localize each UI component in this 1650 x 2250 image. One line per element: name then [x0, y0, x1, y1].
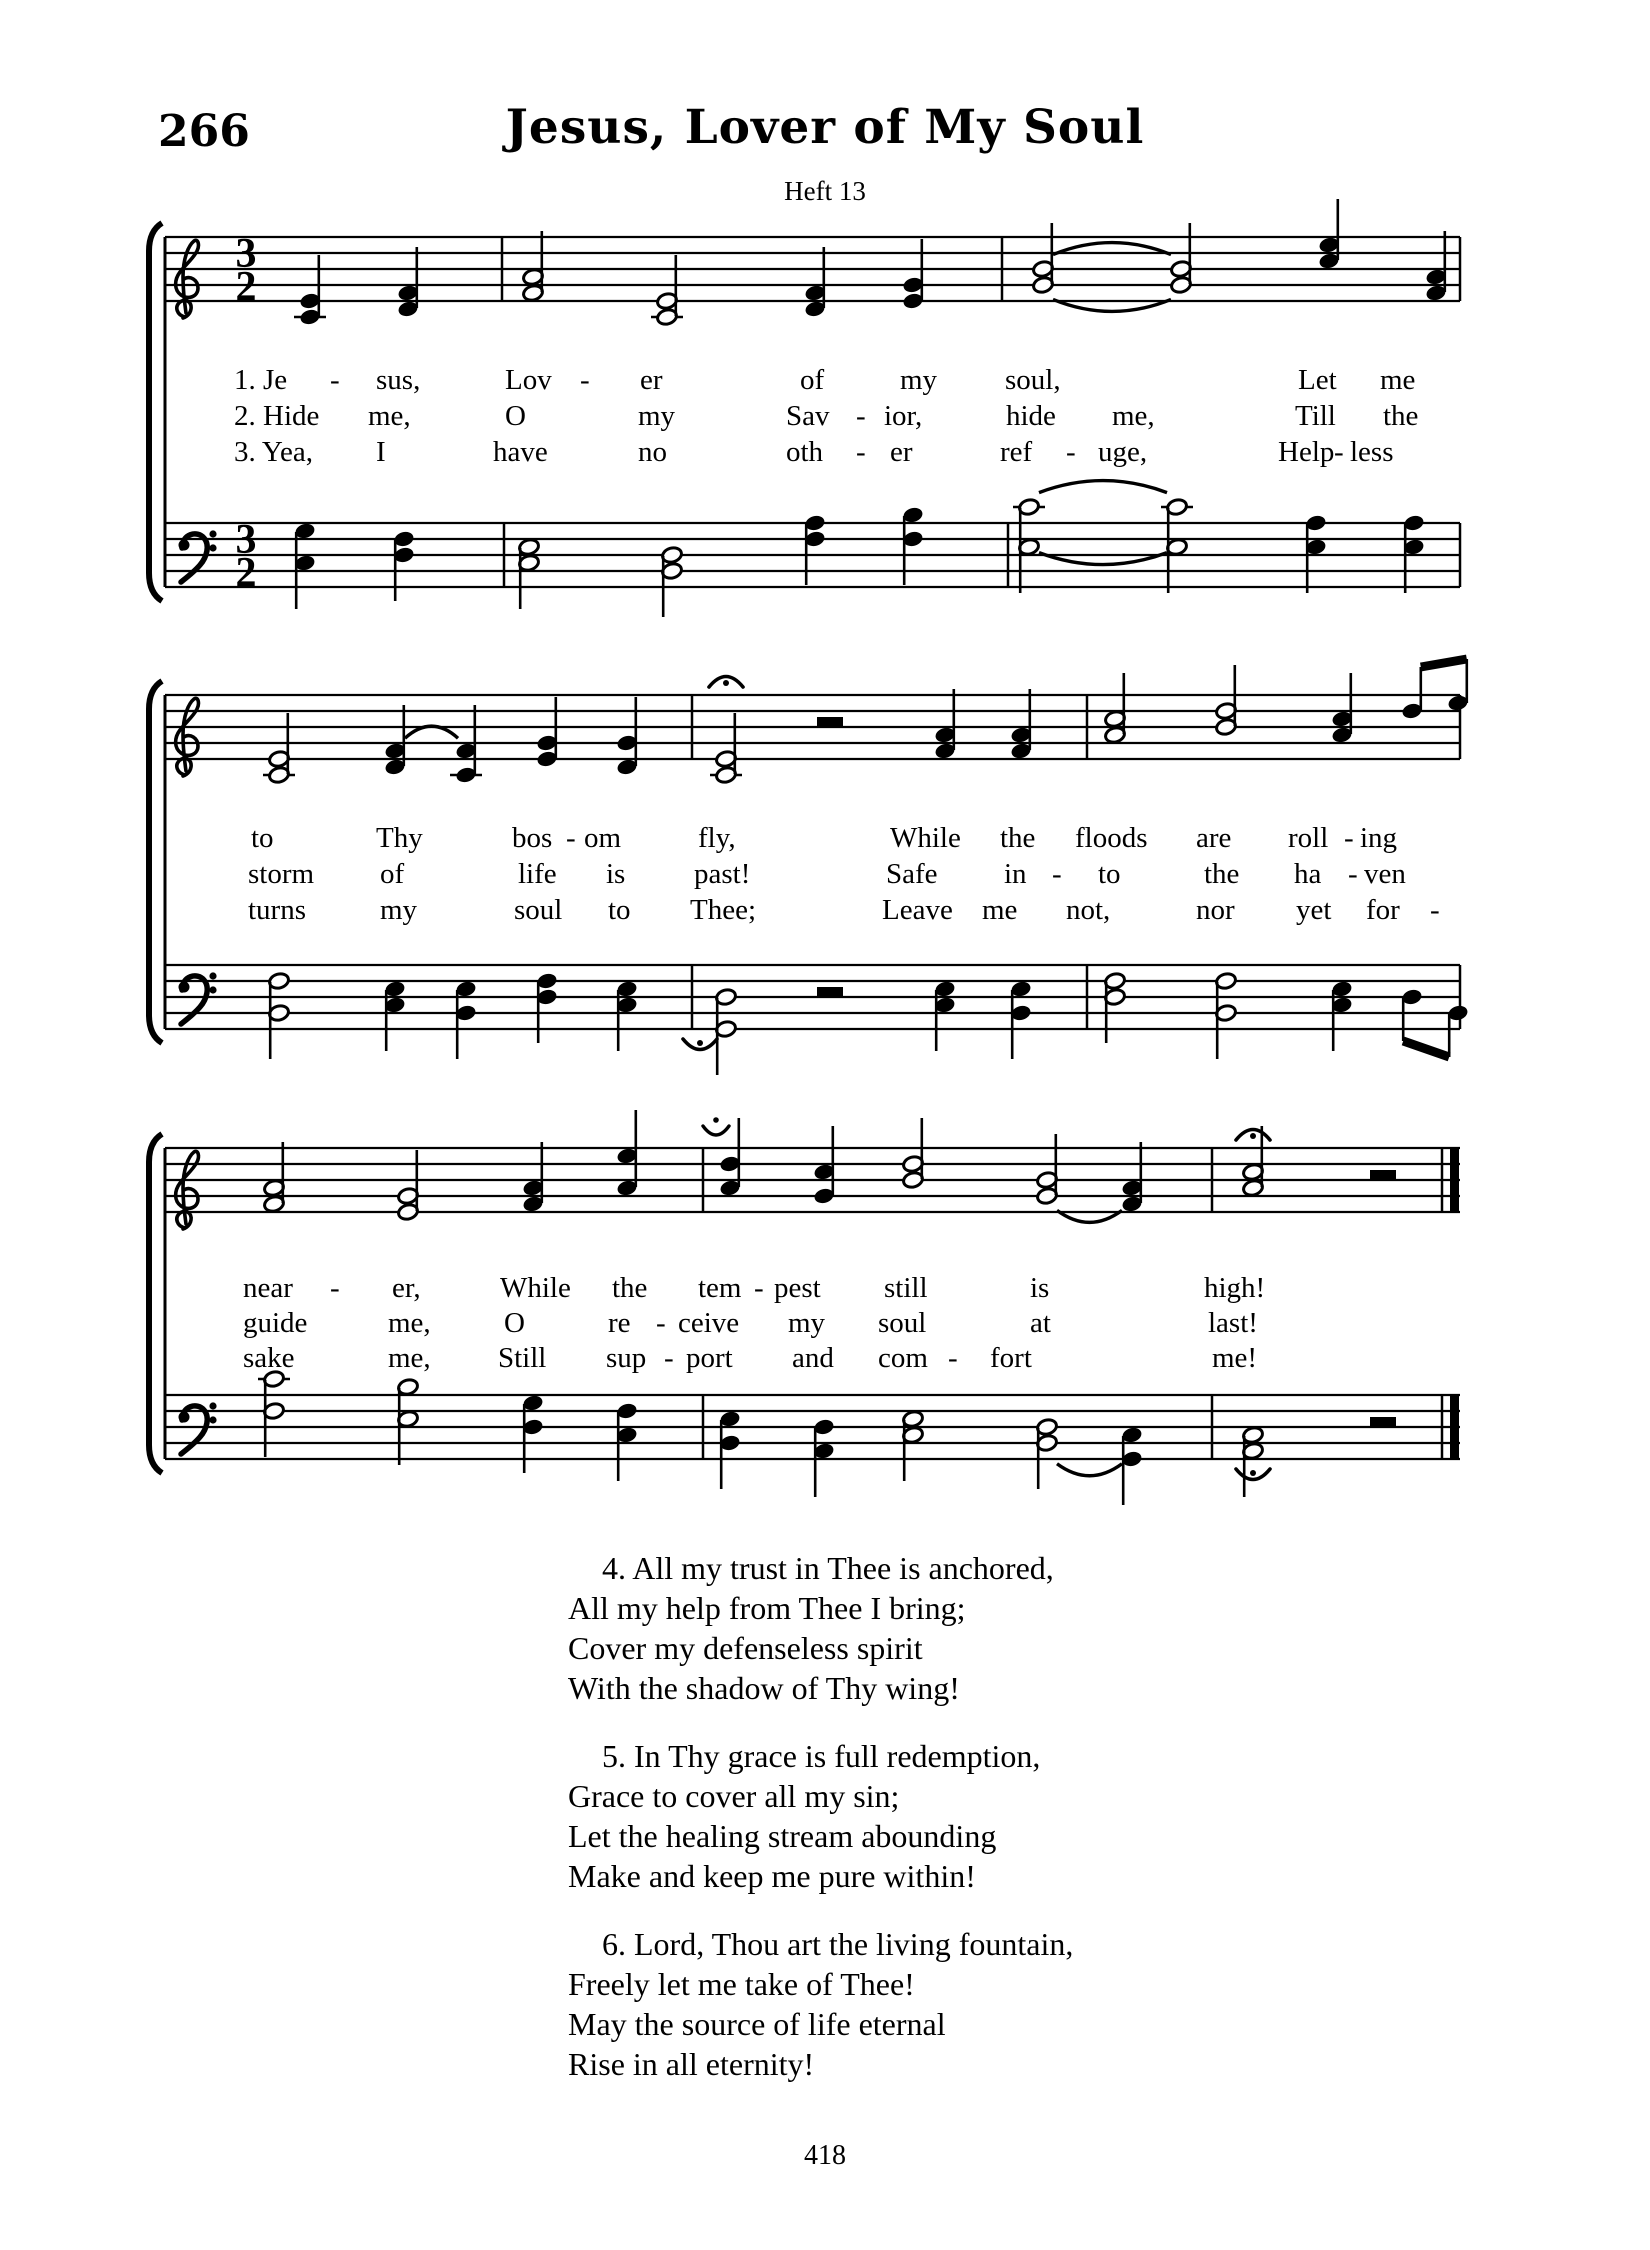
lyric-syllable: turns: [248, 894, 306, 926]
lyric-syllable: the: [612, 1272, 648, 1304]
lyric-syllable: com: [878, 1342, 928, 1374]
page-number: 418: [804, 2140, 846, 2171]
lyric-syllable: in: [1004, 858, 1027, 890]
hymn-title: Jesus, Lover of My Soul: [505, 100, 1145, 155]
lyric-syllable: life: [518, 858, 557, 890]
lyric-syllable: O: [504, 1307, 525, 1339]
lyric-syllable: me,: [388, 1342, 431, 1374]
hymn-subtitle: Heft 13: [784, 176, 866, 206]
verse-line: 6. Lord, Thou art the living fountain,: [602, 1926, 1074, 1962]
lyric-syllable: re: [608, 1307, 631, 1339]
lyric-syllable: soul,: [1005, 364, 1061, 396]
lyric-syllable: Lov: [505, 364, 552, 396]
lyric-syllable: near: [243, 1272, 293, 1304]
lyric-syllable: ha: [1294, 858, 1322, 890]
lyric-syllable: -: [1348, 858, 1358, 890]
lyric-syllable: ref: [1000, 436, 1033, 468]
lyric-syllable: my: [900, 364, 938, 396]
lyric-syllable: -: [948, 1342, 958, 1374]
lyric-syllable: storm: [248, 858, 315, 890]
lyric-syllable: no: [638, 436, 667, 468]
time-signature-upper: 3: [235, 231, 257, 277]
lyric-syllable: -: [1334, 436, 1344, 468]
verse-line: Make and keep me pure within!: [568, 1858, 976, 1894]
lyric-syllable: Still: [498, 1342, 547, 1374]
lyric-syllable: 1. Je: [234, 364, 288, 396]
lyric-syllable: -: [1430, 894, 1440, 926]
lyric-syllable: the: [1204, 858, 1240, 890]
verse: [568, 1924, 1073, 2084]
lyric-syllable: yet: [1296, 894, 1332, 926]
lyric-syllable: for: [1366, 894, 1400, 926]
lyric-syllable: hide: [1006, 400, 1056, 432]
lyric-syllable: O: [505, 400, 526, 432]
verse-line: 5. In Thy grace is full redemption,: [602, 1738, 1041, 1774]
lyric-syllable: om: [584, 822, 622, 854]
lyric-syllable: me: [1380, 364, 1416, 396]
lyric-syllable: Till: [1295, 400, 1336, 432]
lyric-syllable: -: [1344, 822, 1354, 854]
lyric-syllable: -: [330, 364, 340, 396]
lyric-syllable: of: [380, 858, 405, 890]
lyric-syllable: pest: [774, 1272, 821, 1304]
lyric-syllable: Thee;: [690, 894, 757, 926]
lyric-syllable: -: [1052, 858, 1062, 890]
verse-line: May the source of life eternal: [568, 2006, 946, 2042]
lyric-syllable: of: [800, 364, 825, 396]
lyric-syllable: -: [856, 436, 866, 468]
lyric-syllable: uge,: [1098, 436, 1148, 468]
lyric-syllable: -: [754, 1272, 764, 1304]
lyric-syllable: my: [380, 894, 418, 926]
lyric-syllable: guide: [243, 1307, 308, 1339]
lyric-syllable: oth: [786, 436, 824, 468]
lyric-syllable: port: [686, 1342, 733, 1374]
verse-line: Cover my defenseless spirit: [568, 1630, 923, 1666]
time-signature-upper: 3: [235, 517, 257, 563]
verse-line: All my help from Thee I bring;: [568, 1590, 966, 1626]
lyric-syllable: not,: [1066, 894, 1111, 926]
lyric-syllable: ceive: [678, 1307, 740, 1339]
lyric-syllable: -: [580, 364, 590, 396]
lyric-syllable: -: [566, 822, 576, 854]
lyric-syllable: still: [884, 1272, 928, 1304]
lyric-syllable: er,: [392, 1272, 421, 1304]
lyric-syllable: soul: [514, 894, 563, 926]
verse-line: Grace to cover all my sin;: [568, 1778, 900, 1814]
lyric-syllable: is: [606, 858, 626, 890]
verses-block: [568, 1548, 1073, 2112]
lyric-syllable: Thy: [376, 822, 423, 854]
lyric-syllable: -: [330, 1272, 340, 1304]
lyric-syllable: 3. Yea,: [234, 436, 313, 468]
lyric-syllable: me!: [1212, 1342, 1258, 1374]
verse-line: 4. All my trust in Thee is anchored,: [602, 1550, 1054, 1586]
lyric-syllable: I: [376, 436, 386, 468]
lyric-syllable: Let: [1298, 364, 1337, 396]
verse: [568, 1548, 1073, 1708]
lyric-syllable: is: [1030, 1272, 1050, 1304]
lyric-syllable: me,: [1112, 400, 1155, 432]
lyric-syllable: to: [1098, 858, 1121, 890]
verse-line: Rise in all eternity!: [568, 2046, 815, 2082]
lyric-syllable: me,: [368, 400, 411, 432]
lyric-syllable: -: [856, 400, 866, 432]
lyric-syllable: nor: [1196, 894, 1235, 926]
lyric-syllable: fly,: [698, 822, 736, 854]
lyric-syllable: and: [792, 1342, 834, 1374]
lyric-syllable: sake: [243, 1342, 295, 1374]
lyric-syllable: bos: [512, 822, 553, 854]
lyric-syllable: While: [500, 1272, 571, 1304]
lyric-syllable: at: [1030, 1307, 1051, 1339]
lyric-syllable: sus,: [376, 364, 421, 396]
lyric-syllable: to: [251, 822, 274, 854]
lyric-syllable: ing: [1360, 822, 1398, 854]
lyric-syllable: have: [493, 436, 548, 468]
lyric-syllable: are: [1196, 822, 1232, 854]
lyric-syllable: less: [1350, 436, 1394, 468]
verse: [568, 1736, 1073, 1896]
lyric-syllable: Help: [1278, 436, 1335, 468]
lyric-syllable: -: [656, 1307, 666, 1339]
hymn-number: 266: [158, 106, 250, 157]
lyric-syllable: tem: [698, 1272, 742, 1304]
lyric-syllable: ven: [1364, 858, 1406, 890]
lyric-syllable: floods: [1075, 822, 1148, 854]
time-signature-lower: 2: [235, 264, 257, 310]
lyric-syllable: my: [788, 1307, 826, 1339]
lyric-syllable: the: [1000, 822, 1036, 854]
lyric-syllable: ior,: [884, 400, 923, 432]
lyric-syllable: my: [638, 400, 676, 432]
lyric-syllable: er: [640, 364, 663, 396]
lyric-syllable: Leave: [882, 894, 953, 926]
lyric-syllable: the: [1383, 400, 1419, 432]
lyric-syllable: Safe: [886, 858, 938, 890]
lyric-syllable: roll: [1288, 822, 1329, 854]
lyric-syllable: -: [1066, 436, 1076, 468]
lyric-syllable: soul: [878, 1307, 927, 1339]
lyric-syllable: me: [982, 894, 1018, 926]
lyric-syllable: past!: [694, 858, 751, 890]
lyric-syllable: to: [608, 894, 631, 926]
lyric-syllable: fort: [990, 1342, 1032, 1374]
verse-line: Let the healing stream abounding: [568, 1818, 997, 1854]
lyric-syllable: last!: [1208, 1307, 1258, 1339]
verse-line: With the shadow of Thy wing!: [568, 1670, 960, 1706]
lyric-syllable: high!: [1204, 1272, 1266, 1304]
lyric-syllable: Sav: [786, 400, 830, 432]
lyric-syllable: -: [664, 1342, 674, 1374]
lyric-syllable: sup: [606, 1342, 647, 1374]
time-signature-lower: 2: [235, 550, 257, 596]
lyric-syllable: er: [890, 436, 913, 468]
lyric-syllable: me,: [388, 1307, 431, 1339]
lyric-syllable: 2. Hide: [234, 400, 320, 432]
lyric-syllable: While: [890, 822, 961, 854]
verse-line: Freely let me take of Thee!: [568, 1966, 915, 2002]
